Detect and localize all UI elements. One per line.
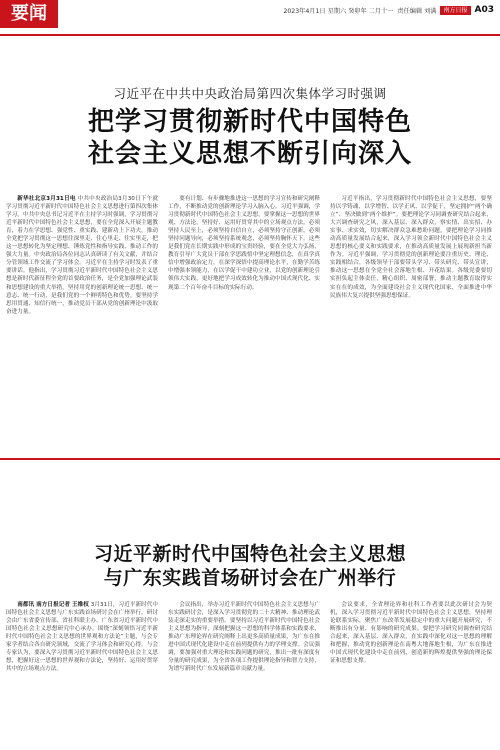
editor-line: 责任编辑 刘满 <box>397 7 437 15</box>
section-tag: 要闻 <box>0 0 58 28</box>
main-title-line-2: 社会主义思想不断引向深入 <box>87 139 412 169</box>
column-2-text: 要有计划、有步骤地推进这一思想的学习宣传和研究阐释工作，不断推动党的创新理论学习入脑入心。习近平强调，学习贯彻新时代中国特色社会主义思想，要掌握这一思想的世界观、方法论，坚持好、运用好贯穿其中的立场观点方法。必须坚持人民至上，必须坚持自信自立，必须坚持守正创新，必须坚持问题导向，必须坚持系统观念，必须坚持胸怀天下。这些是我们党在长期实践中形成的宝贵经验，要在全党大力弘扬，教育引导广大党员干部在学思践悟中坚定理想信念，在真学真信中增强政治定力，在深学深悟中提高理论水平，在勤学苦练中增强本领能力，在以学促干中建功立业，以党的创新理论引领伟大实践，更好地把学习成效转化为推动中国式现代化、实现第二个百年奋斗目标的实际行动。 <box>168 196 320 291</box>
column-3-text: 习近平指出，学习贯彻新时代中国特色社会主义思想，要坚持以学铸魂、以学增智、以学正风、以学促干，坚定拥护“两个确立”、坚决做到“两个维护”。要把理论学习同调查研究结合起来，大兴调查研究之风，深入基层、深入群众，察实情、出实招、办实事、求实效，切实解决群众急难愁盼问题。要把理论学习同推动高质量发展结合起来，深入学习领会新时代中国特色社会主义思想的核心要义和实践要求，在推动高质量发展上展现新担当新作为。习近平强调，学习贯彻党的创新理论要注重历史、理论、实践相结合，各级领导干部要带头学习、带头研究、带头宣讲，推动这一思想在全党全社会落地生根、开花结果。各级党委要切实担负起主体责任，精心组织、周密部署，推动主题教育取得实实在在的成效，为全面建设社会主义现代化国家、全面推进中华民族伟大复兴提供坚强思想保证。 <box>330 196 492 299</box>
second-article-title <box>0 542 500 590</box>
section-divider <box>0 458 500 460</box>
article-lead: 新华社北京3月31日电 <box>17 196 76 202</box>
second-article-column-2 <box>168 601 320 741</box>
second-article-column-1 <box>6 601 158 741</box>
article-column-1 <box>6 195 158 450</box>
column-6-text: 会议要求，全省理论界和社科工作者要以此次研讨会为契机，深入学习贯彻习近平新时代中国特色社会主义思想，坚持理论联系实际，聚焦广东改革发展稳定中的重大问题开展研究，不断推出有分量、有影响的研究成果。要把学习研究同调查研究结合起来，深入基层、深入群众，在实践中深化对这一思想的理解和把握，推动党的创新理论在南粤大地落地生根，为广东在推进中国式现代化建设中走在前列、创造新的辉煌提供坚强的理论保证和思想支撑。 <box>330 602 492 665</box>
article-main-title <box>0 106 500 170</box>
edition-badge: 南方日报 <box>440 6 470 15</box>
page-header <box>0 0 500 36</box>
article-column-3 <box>330 195 492 450</box>
second-title-line-1: 习近平新时代中国特色社会主义思想 <box>93 543 406 565</box>
second-title-line-2: 与广东实践首场研讨会在广州举行 <box>103 567 397 589</box>
column-1-text: 中共中央政治局3月30日下午就学习贯彻习近平新时代中国特色社会主义思想进行第四次集体学习。中共中央总书记习近平在主持学习时强调，学习贯彻习近平新时代中国特色社会主义思想，要在全党深入开展主题教育，着力在学思想、强党性、重实践、建新功上下功夫，推动全党把学习贯彻这一思想往深里走、往心里走、往实里走，把这一思想转化为坚定理想、锤炼党性和指导实践、推动工作的强大力量。中央政治局各位同志认真研读了有关文献，并结合分管领域工作交流了学习体会。习近平在主持学习时发表了重要讲话。他指出，学习贯彻习近平新时代中国特色社会主义思想是新时代新征程全党的首要政治任务，是全党加强理论武装和思想建设的重大举措。坚持用党的创新理论统一思想、统一意志、统一行动，是我们党的一个鲜明特色和优势。要坚持学思用贯通、知信行统一，推动党员干部从党的创新理论中汲取奋进力量。 <box>6 196 158 315</box>
column-5-text: 会议指出，举办习近平新时代中国特色社会主义思想与广东实践研讨会，是深入学习贯彻党的二十大精神、推动理论武装走深走实的重要举措。要坚持以习近平新时代中国特色社会主义思想为指导，深刻把握这一思想的科学体系和实践要求，推动广东理论界在研究阐释上出更多高质量成果，为广东在推进中国式现代化建设中走在前列提供有力的学理支撑。会议强调，要加强对重大理论和实践问题的研究，推出一批有深度有分量的研究成果，为全省各项工作提供理论指导和智力支持，为谱写新时代广东发展新篇章贡献力量。 <box>168 602 320 673</box>
date-line: 2023年4月1日 星期六 癸卯年 二月十一 <box>283 7 394 15</box>
article-column-2 <box>168 195 320 450</box>
second-article-lead: 南都讯 南方日报记者 王维权 <box>17 602 89 608</box>
main-title-line-1: 把学习贯彻新时代中国特色 <box>87 107 412 137</box>
masthead-info <box>283 5 494 15</box>
article-pre-title: 习近平在中共中央政治局第四次集体学习时强调 <box>113 86 387 101</box>
page-number: A03 <box>474 5 494 15</box>
column-4-text: 3月31日，习近平新时代中国特色社会主义思想与广东实践首场研讨会在广州举行。研讨会由广东省委宣传部、省社科联主办，广东省习近平新时代中国特色社会主义思想研究中心承办。围绕“深刻领悟习近平新时代中国特色社会主义思想的世界观和方法论”主题，与会专家学者结合各自研究领域，交流了学习体会和研究心得。与会专家认为，要深入学习贯彻习近平新时代中国特色社会主义思想，把握好这一思想的世界观和方法论，坚持好、运用好贯穿其中的立场观点方法。 <box>6 602 158 673</box>
second-article-column-3 <box>330 601 492 741</box>
